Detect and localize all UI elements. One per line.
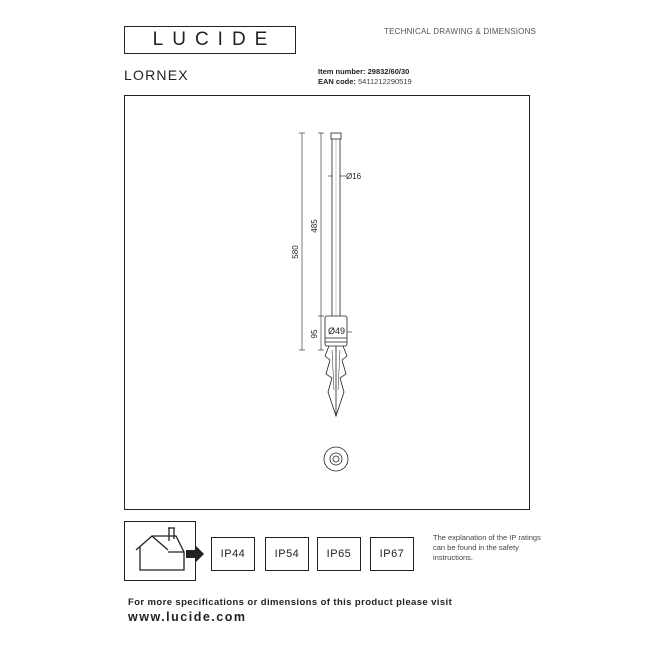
- pole-height-label: 485: [310, 219, 319, 233]
- ip-rating-box: IP67: [370, 537, 414, 571]
- drawing-frame: [124, 95, 530, 510]
- document-type: TECHNICAL DRAWING & DIMENSIONS: [384, 27, 537, 36]
- item-number-label: Item number:: [318, 67, 366, 76]
- ean-label: EAN code:: [318, 77, 356, 86]
- total-height-label: 580: [291, 245, 300, 259]
- footer-text: For more specifications or dimensions of this product please visit: [128, 597, 453, 608]
- pole-diameter-label: Ø16: [346, 172, 362, 181]
- product-meta: [318, 67, 412, 87]
- head-diameter-label: Ø49: [328, 326, 346, 336]
- ip-rating-box: IP54: [265, 537, 309, 571]
- ean-value: 5411212290519: [358, 77, 412, 86]
- product-name: LORNEX: [124, 67, 189, 83]
- item-number-value: 29832/60/30: [367, 67, 410, 76]
- base-height-label: 95: [310, 329, 319, 339]
- ip-rating-box: IP44: [211, 537, 255, 571]
- item-number-row: [318, 67, 412, 77]
- website-link[interactable]: www.lucide.com: [128, 610, 247, 624]
- ip-rating-box: IP65: [317, 537, 361, 571]
- ean-row: [318, 77, 412, 87]
- ip-explanation-note: The explanation of the IP ratings can be found in the safety instructions.: [433, 533, 541, 562]
- ip-icon-panel: [124, 521, 196, 581]
- brand-logo: LUCIDE: [124, 26, 296, 54]
